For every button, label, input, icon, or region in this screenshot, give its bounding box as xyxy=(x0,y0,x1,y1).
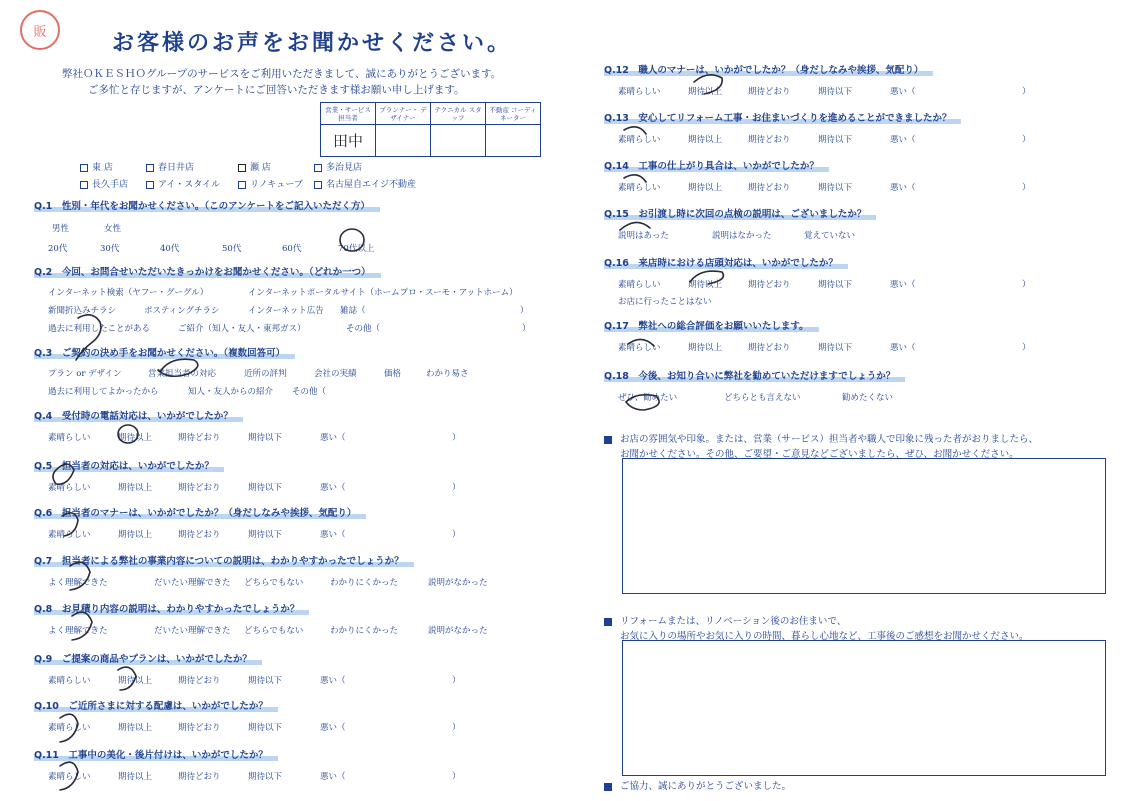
option[interactable]: 期待以上 xyxy=(688,343,723,353)
question-2: Q.2 今回、お問合せいただいたきっかけをお聞かせください。（どれか一つ） インターネット検索（ヤフー・グーグル） インターネットポータルサイト（ホームプロ・スーモ・アットホーム） 新聞折込みチラシ ポスティングチラシ インターネット広告 雑誌（ ） 過去に利用したことがある ご紹介（知人・友人・東邦ガス） その他（ ） xyxy=(34,267,531,334)
question-13: Q.13 安心してリフォーム工事・お住まいづくりを進めることができましたか？ 素晴らしい 期待以上 期待どおり 期待以下 悪い（ ） xyxy=(604,113,1031,145)
option[interactable]: 期待以下 xyxy=(818,280,853,290)
option[interactable]: 50代 xyxy=(222,244,242,254)
option[interactable]: 期待どおり xyxy=(178,676,221,686)
checkbox-icon xyxy=(80,164,88,172)
option[interactable]: 期待以上 xyxy=(118,483,153,493)
option[interactable]: 説明がなかった xyxy=(428,578,488,588)
option[interactable]: 20代 xyxy=(48,244,68,254)
option[interactable]: 価格 xyxy=(384,369,402,379)
checkbox-icon xyxy=(314,164,322,172)
question-15: Q.15 お引渡し時に次回の点検の説明は、ございましたか？ 説明はあった 説明はなかった 覚えていない xyxy=(604,206,876,241)
store-option[interactable]: 春日井店 xyxy=(146,160,238,173)
option[interactable]: 期待どおり xyxy=(178,723,221,733)
option[interactable]: 期待以上 xyxy=(688,87,723,97)
question-6: Q.6 担当者のマナーは、いかがでしたか？（身だしなみや挨拶、気配り） 素晴らしい 期待以上 期待どおり 期待以下 悪い（ ） xyxy=(34,508,461,540)
paren-close: ） xyxy=(1022,280,1031,290)
option[interactable]: 期待以下 xyxy=(248,772,283,782)
option[interactable]: 期待以上 xyxy=(118,723,153,733)
paren-close: ） xyxy=(452,723,461,733)
option[interactable]: 期待以下 xyxy=(248,676,283,686)
intro-text: 弊社ＯＫＥＳＨＯグループのサービスをご利用いただきまして、誠にありがとうございます。 ご多忙と存じますが、アンケートにご回答いただきます様お願い申し上げます。 xyxy=(62,68,502,96)
option[interactable]: インターネットポータルサイト（ホームプロ・スーモ・アットホーム） xyxy=(248,288,518,298)
square-bullet-icon xyxy=(604,618,612,626)
option[interactable]: ご紹介（知人・友人・東邦ガス） xyxy=(178,324,306,334)
option[interactable]: 期待どおり xyxy=(748,343,791,353)
checkbox-icon xyxy=(146,164,154,172)
checkbox-icon xyxy=(238,181,246,189)
option[interactable]: 期待以上 xyxy=(118,433,153,443)
option[interactable]: 期待以下 xyxy=(248,433,283,443)
square-bullet-icon xyxy=(604,436,612,444)
square-bullet-icon xyxy=(604,783,612,791)
option[interactable]: だいたい理解できた xyxy=(154,626,231,636)
option[interactable]: よく理解できた xyxy=(48,626,108,636)
question-5: Q.5 担当者の対応は、いかがでしたか？ 素晴らしい 期待以上 期待どおり 期待以下 悪い（ ） xyxy=(34,461,461,493)
option[interactable]: 素晴らしい xyxy=(48,483,91,493)
paren-close: ） xyxy=(1022,135,1031,145)
paren-close: ） xyxy=(1022,343,1031,353)
paren-close: ） xyxy=(1022,183,1031,193)
option[interactable]: ポスティングチラシ xyxy=(144,306,220,316)
option[interactable]: 期待以下 xyxy=(248,530,283,540)
question-4: Q.4 受付時の電話対応は、いかがでしたか？ 素晴らしい 期待以上 期待どおり 期待以下 悪い（ ） xyxy=(34,411,461,443)
option[interactable]: ぜひ、勧めたい xyxy=(618,393,678,403)
store-option[interactable]: 多治見店 xyxy=(314,160,424,173)
option[interactable]: 覚えていない xyxy=(804,231,856,241)
option[interactable]: 説明はなかった xyxy=(712,231,772,241)
paren-close: ） xyxy=(1022,87,1031,97)
checkbox-icon xyxy=(314,181,322,189)
option[interactable]: 悪い（ xyxy=(890,87,916,97)
option[interactable]: 男性 xyxy=(52,224,70,234)
store-option[interactable]: リノキューブ xyxy=(238,177,314,190)
option[interactable]: 悪い（ xyxy=(890,183,916,193)
question-9: Q.9 ご提案の商品やプランは、いかがでしたか？ 素晴らしい 期待以上 期待どおり 期待以下 悪い（ ） xyxy=(34,654,461,686)
option[interactable]: 期待以上 xyxy=(118,772,153,782)
question-14: Q.14 工事の仕上がり具合は、いかがでしたか？ 素晴らしい 期待以上 期待どおり 期待以下 悪い（ ） xyxy=(604,161,1031,193)
option[interactable]: 30代 xyxy=(100,244,120,254)
option[interactable]: だいたい理解できた xyxy=(154,578,231,588)
question-10: Q.10 ご近所さまに対する配慮は、いかがでしたか？ 素晴らしい 期待以上 期待どおり 期待以下 悪い（ ） xyxy=(34,701,461,733)
store-checkboxes xyxy=(80,160,424,190)
option[interactable]: その他（ xyxy=(292,387,327,397)
comment-box-after-renovation[interactable] xyxy=(622,640,1106,776)
option[interactable]: 素晴らしい xyxy=(48,676,91,686)
question-16: Q.16 来店時における店頭対応は、いかがでしたか？ 素晴らしい 期待以上 期待どおり 期待以下 悪い（ ） お店に行ったことはない xyxy=(604,258,1031,307)
option[interactable]: 女性 xyxy=(104,224,122,234)
question-17: Q.17 弊社への総合評価をお願いいたします。 素晴らしい 期待以上 期待どおり 期待以下 悪い（ ） xyxy=(604,321,1031,353)
paren-close: ） xyxy=(452,772,461,782)
option[interactable]: 過去に利用したことがある xyxy=(48,324,151,334)
option[interactable]: インターネット検索（ヤフー・グーグル） xyxy=(48,288,209,298)
option[interactable]: 素晴らしい xyxy=(48,433,91,443)
store-option[interactable]: アイ・スタイル xyxy=(146,177,238,190)
staff-header-technical: テクニカル スタッフ xyxy=(431,103,486,125)
staff-technical-name[interactable] xyxy=(431,125,486,157)
company-seal-stamp: 販 xyxy=(20,10,60,50)
option[interactable]: 期待どおり xyxy=(748,87,791,97)
option[interactable]: よく理解できた xyxy=(48,578,108,588)
paren-close: ） xyxy=(452,530,461,540)
checkbox-icon xyxy=(80,181,88,189)
checkbox-icon xyxy=(238,164,246,172)
option[interactable]: 素晴らしい xyxy=(618,280,661,290)
store-option[interactable]: 東 店 xyxy=(80,160,146,173)
option[interactable]: 悪い（ xyxy=(320,723,346,733)
question-7: Q.7 担当者による弊社の事業内容についての説明は、わかりやすかったでしょうか？ よく理解できた だいたい理解できた どちらでもない わかりにくかった 説明がなかった xyxy=(34,556,488,588)
option[interactable]: 期待以上 xyxy=(118,676,153,686)
option[interactable]: 期待どおり xyxy=(178,433,221,443)
comment-prompt-1: お店の雰囲気や印象。または、営業（サービス）担当者や職人で印象に残った者がおりましたら、 お聞かせください。その他、ご要望・ご意見などございましたら、ぜひ、お聞かせください。 xyxy=(604,432,1038,462)
option[interactable]: どちらでもない xyxy=(244,578,304,588)
option[interactable]: 素晴らしい xyxy=(618,87,661,97)
option[interactable]: 70代以上 xyxy=(338,244,375,254)
option[interactable]: 説明はあった xyxy=(618,231,669,241)
paren-close: ） xyxy=(452,433,461,443)
staff-realestate-name[interactable] xyxy=(486,125,541,157)
option[interactable]: 勧めたくない xyxy=(842,393,894,403)
option[interactable]: 期待以上 xyxy=(688,183,723,193)
option[interactable]: 悪い（ xyxy=(890,280,916,290)
question-1: Q.1 性別・年代をお聞かせください。（このアンケートをご記入いただく方） 男性 女性 20代 30代 40代 50代 60代 70代以上 xyxy=(34,198,380,254)
staff-planner-name[interactable] xyxy=(376,125,431,157)
option[interactable]: インターネット広告 xyxy=(248,306,324,316)
store-option[interactable]: 瀬 店 xyxy=(238,160,314,173)
option[interactable]: 期待どおり xyxy=(748,183,791,193)
option[interactable]: 知人・友人からの紹介 xyxy=(188,387,274,397)
option[interactable]: わかりにくかった xyxy=(330,578,399,588)
option[interactable]: 期待以下 xyxy=(248,723,283,733)
option[interactable]: 期待どおり xyxy=(178,772,221,782)
option[interactable]: 新聞折込みチラシ xyxy=(48,306,117,316)
option[interactable]: 雑誌（ xyxy=(340,306,366,316)
option[interactable]: 素晴らしい xyxy=(618,343,661,353)
option[interactable]: 期待どおり xyxy=(748,280,791,290)
option[interactable]: 営業担当者の対応 xyxy=(148,369,217,379)
option[interactable]: 会社の実績 xyxy=(314,369,357,379)
checkbox-icon xyxy=(146,181,154,189)
closing-message: ご協力、誠にありがとうございました。 xyxy=(604,778,791,792)
staff-sales-name[interactable]: 田中 xyxy=(321,125,376,157)
staff-table xyxy=(320,102,541,157)
option[interactable]: 素晴らしい xyxy=(48,772,91,782)
option[interactable]: 期待以上 xyxy=(118,530,153,540)
comment-prompt-2: リフォームまたは、リノベーション後のお住まいで、 お気に入りの場所やお気に入りの時間、暮らし心地など、工事後のご感想をお聞かせください。 xyxy=(604,614,1029,644)
option[interactable]: 期待どおり xyxy=(178,530,221,540)
comment-box-impressions[interactable] xyxy=(622,458,1106,594)
option[interactable]: その他（ xyxy=(346,324,381,334)
question-8: Q.8 お見積り内容の説明は、わかりやすかったでしょうか？ よく理解できた だいたい理解できた どちらでもない わかりにくかった 説明がなかった xyxy=(34,604,488,636)
question-12: Q.12 職人のマナーは、いかがでしたか？（身だしなみや挨拶、気配り） 素晴らしい 期待以上 期待どおり 期待以下 悪い（ ） xyxy=(604,65,1031,97)
option[interactable]: プラン or デザイン xyxy=(48,369,122,379)
store-option[interactable]: 長久手店 xyxy=(80,177,146,190)
option[interactable]: 40代 xyxy=(160,244,180,254)
staff-header-realestate: 不動産 コーディネーター xyxy=(486,103,541,125)
option[interactable]: 期待以下 xyxy=(818,87,853,97)
question-11: Q.11 工事中の美化・後片付けは、いかがでしたか？ 素晴らしい 期待以上 期待どおり 期待以下 悪い（ ） xyxy=(34,750,461,782)
option[interactable]: 期待以上 xyxy=(688,280,723,290)
option[interactable]: 素晴らしい xyxy=(618,183,661,193)
option[interactable]: お店に行ったことはない xyxy=(618,297,712,307)
option[interactable]: わかり易さ xyxy=(426,369,469,379)
option[interactable]: 近所の評判 xyxy=(244,369,287,379)
option[interactable]: 期待以下 xyxy=(818,135,853,145)
option[interactable]: 60代 xyxy=(282,244,302,254)
paren-close: ） xyxy=(452,676,461,686)
option[interactable]: 過去に利用してよかったから xyxy=(48,387,159,397)
option[interactable]: 期待以下 xyxy=(818,343,853,353)
option[interactable]: 期待以下 xyxy=(248,483,283,493)
store-option[interactable]: 名古屋自エイジ不動産 xyxy=(314,177,424,190)
option[interactable]: 期待以上 xyxy=(688,135,723,145)
staff-header-planner: プランナー・ デザイナー xyxy=(376,103,431,125)
option[interactable]: 説明がなかった xyxy=(428,626,488,636)
option[interactable]: 期待以下 xyxy=(818,183,853,193)
option[interactable]: 素晴らしい xyxy=(618,135,661,145)
option[interactable]: 悪い（ xyxy=(890,343,916,353)
option[interactable]: 悪い（ xyxy=(320,530,346,540)
option[interactable]: どちらとも言えない xyxy=(724,393,801,403)
option[interactable]: 悪い（ xyxy=(320,772,346,782)
option[interactable]: どちらでもない xyxy=(244,626,304,636)
option[interactable]: 期待どおり xyxy=(178,483,221,493)
option[interactable]: 悪い（ xyxy=(890,135,916,145)
option[interactable]: 悪い（ xyxy=(320,676,346,686)
option[interactable]: 期待どおり xyxy=(748,135,791,145)
question-18: Q.18 今後、お知り合いに弊社を勧めていただけますでしょうか？ ぜひ、勧めたい どちらとも言えない 勧めたくない xyxy=(604,368,905,403)
staff-header-sales: 営業・サービス 担当者 xyxy=(321,103,376,125)
paren-close: ） xyxy=(452,483,461,493)
option[interactable]: わかりにくかった xyxy=(330,626,399,636)
option[interactable]: 素晴らしい xyxy=(48,723,91,733)
page-title: お客様のお声をお聞かせください。 xyxy=(112,31,513,56)
option[interactable]: 悪い（ xyxy=(320,433,346,443)
option[interactable]: 悪い（ xyxy=(320,483,346,493)
option[interactable]: 素晴らしい xyxy=(48,530,91,540)
question-3: Q.3 ご契約の決め手をお聞かせください。（複数回答可） プラン or デザイン 営業担当者の対応 近所の評判 会社の実績 価格 わかり易さ 過去に利用してよかったから 知人・友人からの紹介 その他（ xyxy=(34,348,469,397)
